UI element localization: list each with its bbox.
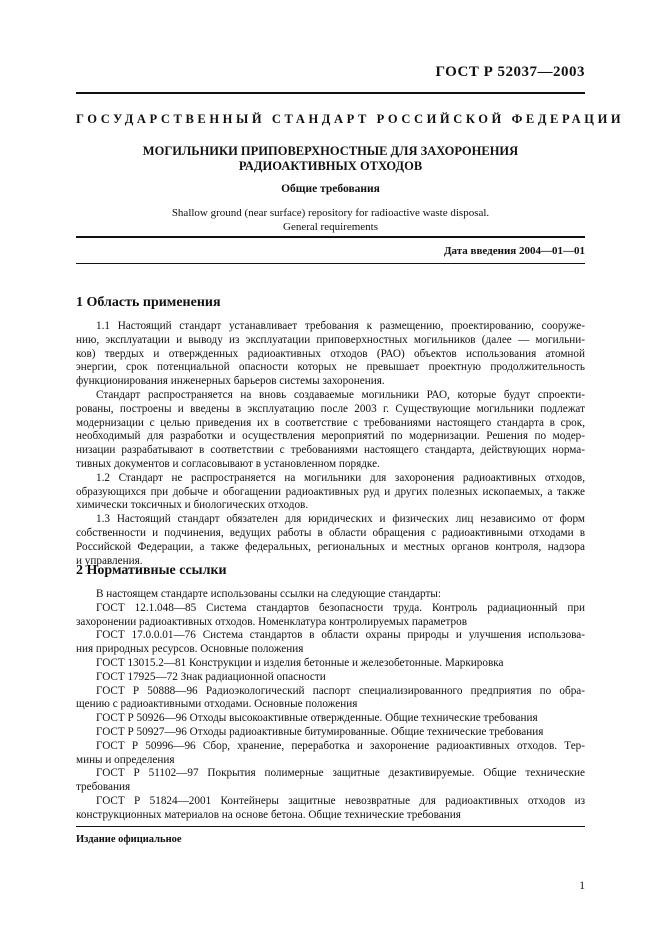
reference-line: ГОСТ 17.0.0.01—76 Система стандартов в области охраны природы и улучшения использова- <box>96 629 585 642</box>
reference-line: ния природных ресурсов. Основные положения <box>76 643 304 656</box>
section-2-heading: 2 Нормативные ссылки <box>76 563 227 578</box>
english-title-line-2: General requirements <box>283 221 378 233</box>
reference-line: ГОСТ Р 50926—96 Отходы высокоактивные отвержденные. Общие технические требования <box>96 712 538 725</box>
text-line: Российской Федерации, а также федеральных, региональных и местных органов контроля, надзора <box>76 540 585 553</box>
date-rule <box>76 263 585 264</box>
section-1-heading: 1 Область применения <box>76 295 221 310</box>
reference-line: конструкционных материалов на основе бетона. Общие технические требования <box>76 808 461 821</box>
reference-line: ГОСТ 17925—72 Знак радиационной опасности <box>96 670 326 683</box>
footer-rule <box>76 826 585 827</box>
text-line: Стандарт распространяется на вновь создаваемые могильники РАО, которые будут спроекти- <box>96 388 585 401</box>
text-line: В настоящем стандарте использованы ссылки на следующие стандарты: <box>96 588 441 600</box>
text-line: собственности и подчинения, ведущих работы в области обращения с радиоактивными отходами в <box>76 526 585 539</box>
reference-line: ГОСТ Р 50996—96 Сбор, хранение, переработка и захоронение радиоактивных отходов. Тер- <box>96 739 585 752</box>
reference-line: ГОСТ 13015.2—81 Конструкции и изделия бетонные и железобетонные. Маркировка <box>96 656 504 669</box>
english-title <box>76 206 585 234</box>
section-2-body <box>76 588 585 823</box>
text-line: модернизации с целью приведения их в соответствие с требованиями настоящего стандарта в срок, <box>76 416 585 429</box>
text-line: и управления. <box>76 554 143 567</box>
title-rule <box>76 236 585 238</box>
state-standard-banner: ГОСУДАРСТВЕННЫЙ СТАНДАРТ РОССИЙСКОЙ ФЕДЕРАЦИИ <box>76 112 625 126</box>
reference-line: щению с радиоактивными отходами. Основные положения <box>76 698 358 711</box>
title-line-2: РАДИОАКТИВНЫХ ОТХОДОВ <box>238 159 423 173</box>
reference-line: ГОСТ Р 50888—96 Радиоэкологический паспорт специализированного предприятия по обра- <box>96 684 585 697</box>
official-edition-label: Издание официальное <box>76 834 182 845</box>
text-line: энергии, срок потенциальной опасности которых не превышает проектную продолжительность <box>76 361 585 374</box>
document-title <box>76 144 585 174</box>
text-line: тивных документов и согласовывают в установленном порядке. <box>76 457 380 470</box>
text-line: необходимый для разработки и осуществления мероприятий по модернизации. Решения по модер- <box>76 430 585 443</box>
section-1-body <box>76 320 585 568</box>
text-line: образующихся при добыче и обогащении радиоактивных руд и других полезных ископаемых, а также <box>76 485 585 498</box>
reference-line: ГОСТ Р 51102—97 Покрытия полимерные защитные дезактивируемые. Общие технические <box>96 767 585 780</box>
reference-line: требования <box>76 781 131 794</box>
text-line: 1.1 Настоящий стандарт устанавливает требования к размещению, проектированию, сооруже- <box>96 320 585 332</box>
page-number: 1 <box>579 880 585 892</box>
text-line: 1.2 Стандарт не распространяется на могильники для захоронения радиоактивных отходов, <box>96 471 585 484</box>
reference-line: мины и определения <box>76 753 175 766</box>
title-line-1: МОГИЛЬНИКИ ПРИПОВЕРХНОСТНЫЕ ДЛЯ ЗАХОРОНЕНИЯ <box>142 144 519 158</box>
introduction-date: Дата введения 2004—01—01 <box>443 245 585 257</box>
text-line: ков) твердых и отвержденных радиоактивных отходов (РАО) объектов использования атомной <box>76 347 585 360</box>
standard-code: ГОСТ Р 52037—2003 <box>435 64 585 80</box>
text-line: рованы, построены и введены в эксплуатацию после 2003 г. Существующие могильники подлежат <box>76 402 585 415</box>
text-line: низации разрабатывают в соответствии с требованиями настоящего стандарта, действующих норма- <box>76 444 585 457</box>
header-rule <box>76 92 585 94</box>
reference-line: ГОСТ Р 50927—96 Отходы радиоактивные битумированные. Общие технические требования <box>96 725 544 738</box>
reference-line: ГОСТ 12.1.048—85 Система стандартов безопасности труда. Контроль радиационный при <box>96 601 585 614</box>
text-line: 1.3 Настоящий стандарт обязателен для юридических и физических лиц независимо от форм <box>96 513 585 526</box>
document-subtitle: Общие требования <box>281 183 380 195</box>
reference-line: захоронении радиоактивных отходов. Номенклатура контролируемых параметров <box>76 615 467 628</box>
text-line: нию, эксплуатации и выводу из эксплуатации приповерхностных могильников (далее — могильни- <box>76 333 585 346</box>
text-line: химически токсичных и биологических отходов. <box>76 499 309 512</box>
text-line: функционирования инженерных барьеров системы захоронения. <box>76 375 385 388</box>
english-title-line-1: Shallow ground (near surface) repository for radioactive waste disposal. <box>171 207 490 219</box>
reference-line: ГОСТ Р 51824—2001 Контейнеры защитные невозвратные для радиоактивных отходов из <box>96 794 585 807</box>
